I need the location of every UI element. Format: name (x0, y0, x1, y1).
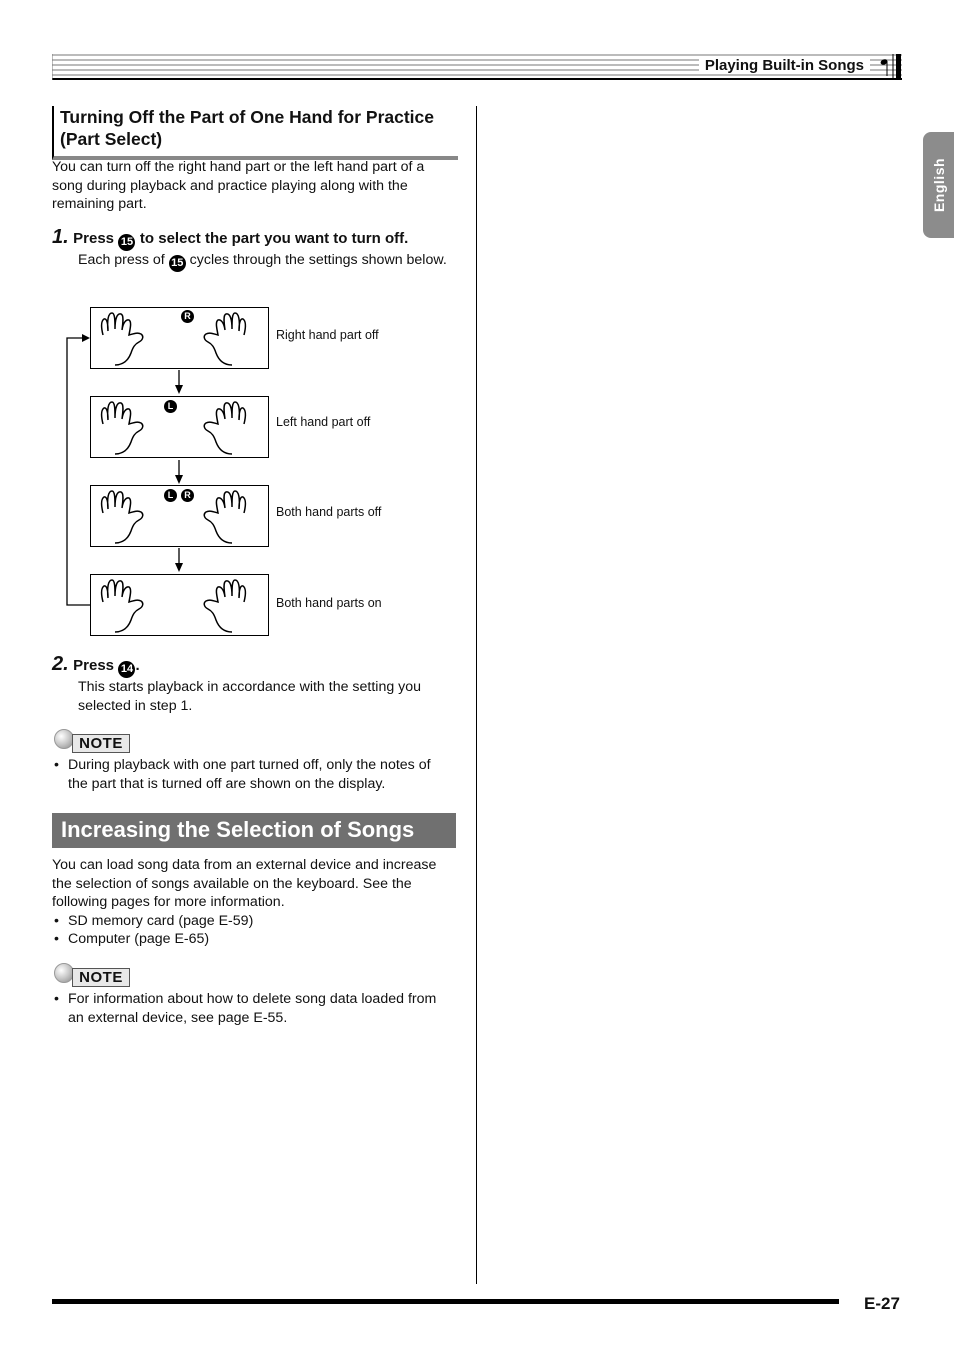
step1-body (78, 251, 450, 272)
step1-body-pre: Each press of (78, 252, 165, 268)
note-label: NOTE (72, 968, 130, 987)
note-bubble-icon (54, 963, 74, 983)
column-divider (476, 106, 477, 1284)
list-item: • SD memory card (page E-59) (54, 913, 254, 929)
section1-intro: You can turn off the right hand part or the left hand part of a song during playback and practice playing along with the remaining part. (52, 159, 425, 212)
step2-number: 2. (52, 653, 69, 675)
step2-body: This starts playback in accordance with the setting you selected in step 1. (78, 679, 422, 714)
step1-heading (52, 226, 462, 251)
step1-body-post: cycles through the settings shown below. (189, 252, 447, 268)
right-hand-indicator-icon: R (181, 489, 194, 502)
note-bubble-icon (54, 729, 74, 749)
step1-title-pre: Press (73, 230, 115, 247)
language-tab-label: English (930, 157, 947, 213)
left-hand-indicator-icon: L (164, 400, 177, 413)
caption-both-off: Both hand parts off (276, 505, 382, 519)
button-15-icon: 15 (169, 255, 186, 272)
left-hand-indicator-icon: L (164, 489, 177, 502)
note-badge (54, 729, 132, 753)
page-number: E-27 (864, 1294, 900, 1313)
section-heading-text: Turning Off the Part of One Hand for Practice (Part Select) (60, 107, 435, 149)
button-14-icon: 14 (118, 661, 135, 678)
section2-heading-text: Increasing the Selection of Songs (61, 817, 415, 842)
note-badge (54, 963, 132, 987)
step2-title-post: . (135, 657, 140, 674)
note-label: NOTE (72, 734, 130, 753)
section-heading-part-select (52, 106, 458, 160)
caption-right-hand-off: Right hand part off (276, 328, 379, 342)
section2-intro: You can load song data from an external device and increase the selection of songs available on the keyboard. See the following pages for more information. (52, 857, 437, 910)
note2-bullet: • For information about how to delete song data loaded from an external device, see page E-55. (54, 991, 437, 1026)
right-hand-indicator-icon: R (181, 310, 194, 323)
language-tab (923, 132, 954, 238)
list-item: • Computer (page E-65) (54, 931, 210, 947)
caption-left-hand-off: Left hand part off (276, 415, 371, 429)
step2-title-pre: Press (73, 657, 115, 674)
footer-rule (52, 1299, 839, 1304)
button-15-icon: 15 (118, 234, 135, 251)
cycle-down-arrows (172, 370, 186, 580)
step1-title-post: to select the part you want to turn off. (139, 230, 409, 247)
step1-number: 1. (52, 226, 69, 248)
step2-heading (52, 653, 140, 678)
running-header-title: Playing Built-in Songs (699, 57, 870, 74)
note1-bullet: • During playback with one part turned off, only the notes of the part that is turned off are shown on the display. (54, 757, 431, 792)
caption-both-on: Both hand parts on (276, 596, 382, 610)
music-note-icon (880, 57, 890, 77)
section-heading-increasing-songs (52, 813, 456, 848)
